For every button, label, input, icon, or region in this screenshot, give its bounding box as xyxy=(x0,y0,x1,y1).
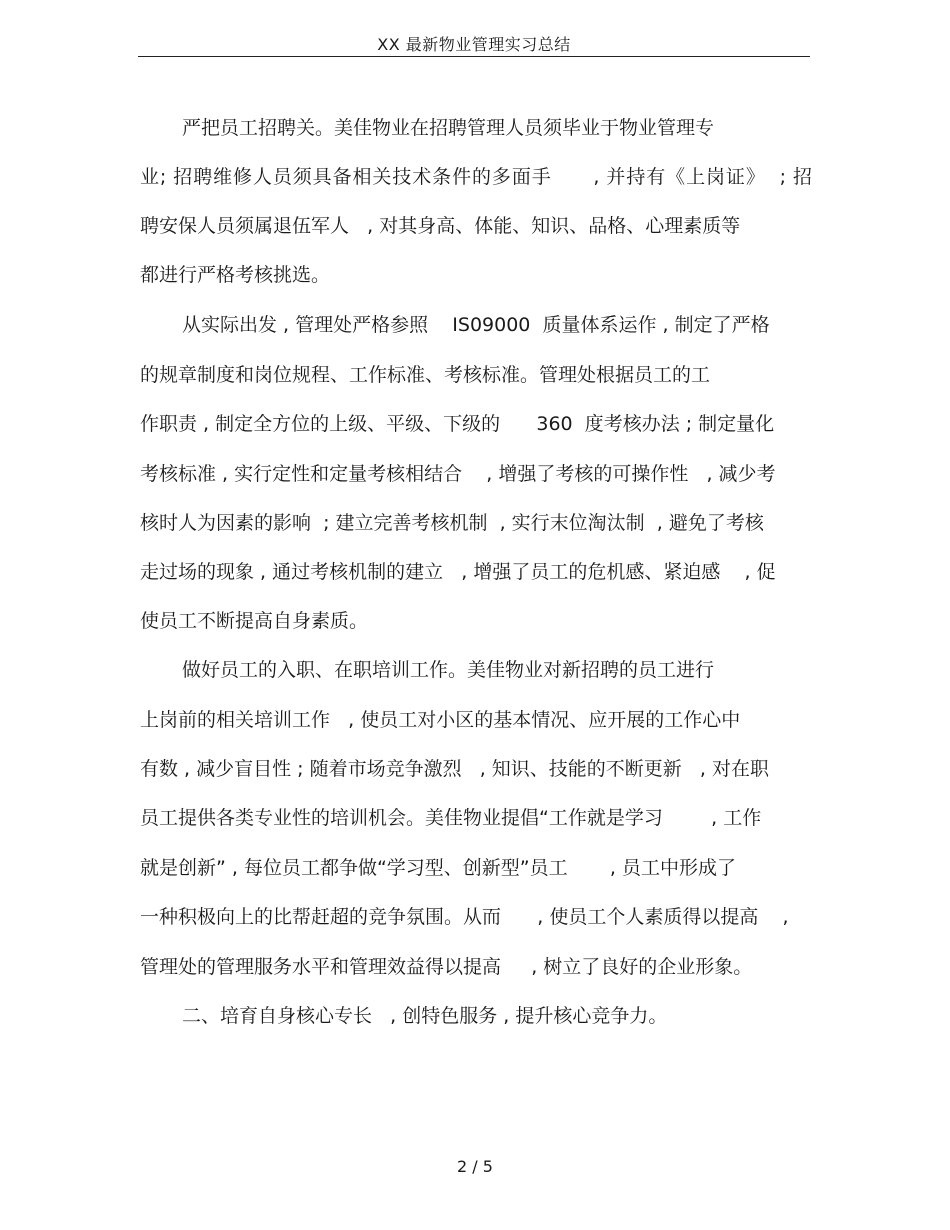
paragraph-line: 员工提供各类专业性的培训机会。美佳物业提倡“工作就是学习 , 工作 xyxy=(140,807,762,829)
paragraph-line: 管理处的管理服务水平和管理效益得以提高 , 树立了良好的企业形象。 xyxy=(140,956,753,978)
paragraph-line: 就是创新” , 每位员工都争做“学习型、创新型”员工 , 员工中形成了 xyxy=(140,857,737,879)
paragraph-line: 考核标准 , 实行定性和定量考核相结合 , 增强了考核的可操作性 , 减少考 xyxy=(140,463,776,485)
paragraph-line: 上岗前的相关培训工作 , 使员工对小区的基本情况、应开展的工作心中 xyxy=(140,709,741,731)
paragraph-line: 使员工不断提高自身素质。 xyxy=(140,610,369,632)
paragraph-line: 严把员工招聘关。美佳物业在招聘管理人员须毕业于物业管理专 xyxy=(182,117,715,139)
paragraph-line: 都进行严格考核挑选。 xyxy=(140,264,331,286)
paragraph-line: 有数 , 减少盲目性 ; 随着市场竞争激烈 , 知识、技能的不断更新 , 对在职 xyxy=(140,758,769,780)
paragraph-line: 走过场的现象 , 通过考核机制的建立 , 增强了员工的危机感、紧迫感 , 促 xyxy=(140,561,776,583)
paragraph-line: 作职责 , 制定全方位的上级、平级、下级的 360 度考核办法 ; 制定量化 xyxy=(140,413,775,435)
paragraph-line: 核时人为因素的影响 ; 建立完善考核机制 , 实行末位淘汰制 , 避免了考核 xyxy=(140,512,764,534)
section-heading-line: 二、培育自身核心专长 , 创特色服务 , 提升核心竞争力。 xyxy=(182,1005,668,1027)
page-number: 2 / 5 xyxy=(457,1157,493,1176)
document-header-title: XX 最新物业管理实习总结 xyxy=(377,35,571,54)
paragraph-line: 做好员工的入职、在职培训工作。美佳物业对新招聘的员工进行 xyxy=(182,659,715,681)
paragraph-line: 聘安保人员须属退伍军人 , 对其身高、体能、知识、品格、心理素质等 xyxy=(140,215,741,237)
paragraph-line: 从实际出发 , 管理处严格参照 IS09000 质量体系运作 , 制定了严格 xyxy=(182,314,770,336)
paragraph-line: 业; 招聘维修人员须具备相关技术条件的多面手 , 并持有《上岗证》 ; 招 xyxy=(140,166,812,188)
paragraph-line: 一种积极向上的比帮赶超的竞争氛围。从而 , 使员工个人素质得以提高 , xyxy=(140,906,789,928)
paragraph-line: 的规章制度和岗位规程、工作标准、考核标准。管理处根据员工的工 xyxy=(140,364,711,386)
